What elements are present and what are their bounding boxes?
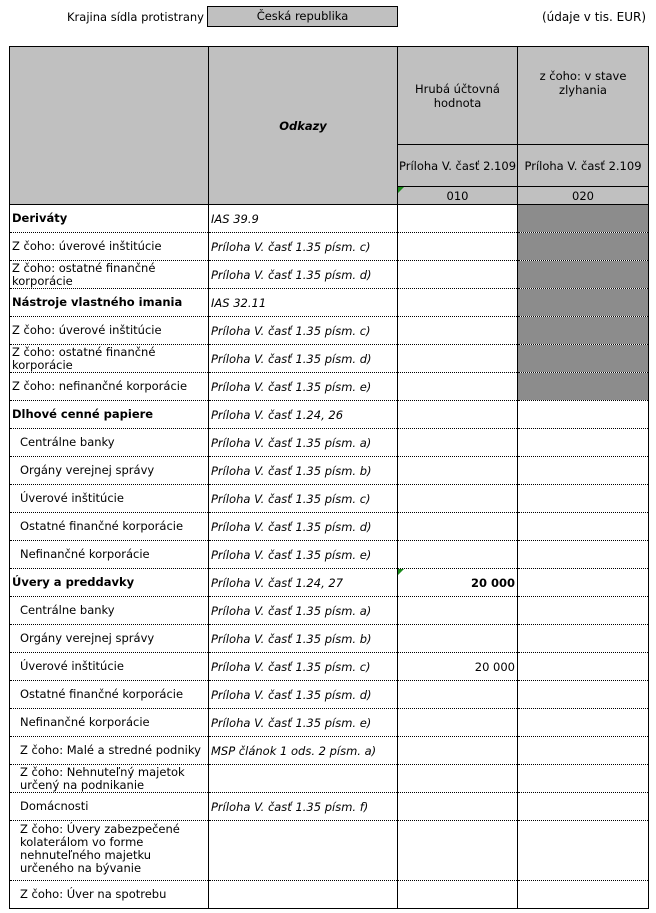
units-note: (údaje v tis. EUR) (541, 10, 646, 24)
default-value-cell[interactable] (518, 569, 649, 597)
gross-value-cell[interactable] (398, 793, 518, 821)
gross-value-cell[interactable] (398, 881, 518, 909)
default-ref-header: Príloha V. časť 2.109 (518, 145, 649, 187)
row-reference: Príloha V. časť 1.24, 26 (209, 401, 398, 429)
country-label: Krajina sídla protistrany (67, 10, 204, 24)
default-value-cell (518, 317, 649, 345)
row-reference: Príloha V. časť 1.35 písm. e) (209, 709, 398, 737)
row-reference: Príloha V. časť 1.35 písm. b) (209, 457, 398, 485)
row-label: Domácnosti (10, 793, 209, 821)
row-reference: IAS 32.11 (209, 289, 398, 317)
default-value-cell[interactable] (518, 485, 649, 513)
gross-value-cell[interactable] (398, 513, 518, 541)
row-reference: Príloha V. časť 1.35 písm. e) (209, 373, 398, 401)
gross-value-cell[interactable] (398, 317, 518, 345)
table-row (10, 625, 649, 653)
row-label: Orgány verejnej správy (10, 457, 209, 485)
default-value-cell[interactable] (518, 625, 649, 653)
row-reference: Príloha V. časť 1.35 písm. d) (209, 513, 398, 541)
gross-value-cell[interactable] (398, 373, 518, 401)
row-reference: Príloha V. časť 1.35 písm. c) (209, 233, 398, 261)
row-reference: Príloha V. časť 1.35 písm. f) (209, 793, 398, 821)
table-row (10, 373, 649, 401)
row-reference (209, 881, 398, 909)
row-label: Z čoho: Úver na spotrebu (10, 881, 209, 909)
table-row (10, 765, 649, 793)
row-label: Orgány verejnej správy (10, 625, 209, 653)
row-label: Z čoho: Nehnuteľný majetok určený na podnikanie (10, 765, 209, 793)
gross-value-cell[interactable]: 20 000 (398, 569, 518, 597)
row-reference: MSP článok 1 ods. 2 písm. a) (209, 737, 398, 765)
row-reference (209, 821, 398, 881)
default-value-cell (518, 345, 649, 373)
corner-header (10, 47, 209, 205)
default-code: 020 (518, 187, 649, 205)
references-header: Odkazy (209, 47, 398, 205)
row-label: Úvery a preddavky (10, 569, 209, 597)
gross-value-cell[interactable] (398, 485, 518, 513)
default-value-cell[interactable] (518, 765, 649, 793)
gross-value-cell[interactable] (398, 233, 518, 261)
row-label: Z čoho: nefinančné korporácie (10, 373, 209, 401)
default-value-cell[interactable] (518, 653, 649, 681)
gross-value-cell[interactable] (398, 709, 518, 737)
table-row (10, 737, 649, 765)
default-value-cell (518, 373, 649, 401)
gross-value-cell[interactable] (398, 401, 518, 429)
table-row (10, 793, 649, 821)
default-value-cell[interactable] (518, 737, 649, 765)
table-row (10, 317, 649, 345)
row-reference: Príloha V. časť 1.35 písm. d) (209, 681, 398, 709)
row-label: Nefinančné korporácie (10, 709, 209, 737)
default-value-cell[interactable] (518, 541, 649, 569)
row-reference: Príloha V. časť 1.24, 27 (209, 569, 398, 597)
gross-value-cell[interactable] (398, 205, 518, 233)
default-header: z čoho: v stave zlyhania (518, 47, 649, 145)
table-row (10, 513, 649, 541)
default-value-cell (518, 261, 649, 289)
gross-value-cell[interactable] (398, 261, 518, 289)
gross-value-cell[interactable] (398, 765, 518, 793)
gross-value-cell[interactable] (398, 289, 518, 317)
table-row (10, 569, 649, 597)
gross-value-cell[interactable] (398, 597, 518, 625)
row-label: Úverové inštitúcie (10, 653, 209, 681)
report-header (0, 0, 656, 34)
row-label: Centrálne banky (10, 597, 209, 625)
table-row (10, 401, 649, 429)
gross-value-cell[interactable] (398, 625, 518, 653)
row-label: Z čoho: úverové inštitúcie (10, 317, 209, 345)
default-value-cell (518, 233, 649, 261)
default-value-cell (518, 289, 649, 317)
table-row (10, 485, 649, 513)
table-row (10, 709, 649, 737)
default-value-cell[interactable] (518, 793, 649, 821)
default-value-cell[interactable] (518, 429, 649, 457)
gross-ref-header: Príloha V. časť 2.109 (398, 145, 518, 187)
row-label: Z čoho: úverové inštitúcie (10, 233, 209, 261)
row-label: Úverové inštitúcie (10, 485, 209, 513)
gross-value-cell[interactable] (398, 541, 518, 569)
gross-value-cell[interactable] (398, 345, 518, 373)
default-value-cell[interactable] (518, 881, 649, 909)
row-label: Dlhové cenné papiere (10, 401, 209, 429)
default-value-cell[interactable] (518, 513, 649, 541)
default-value-cell[interactable] (518, 597, 649, 625)
table-row (10, 429, 649, 457)
gross-value-cell[interactable] (398, 429, 518, 457)
row-reference (209, 765, 398, 793)
row-label: Ostatné finančné korporácie (10, 681, 209, 709)
country-select[interactable]: Česká republika (207, 6, 398, 27)
table-row (10, 457, 649, 485)
gross-value-cell[interactable] (398, 737, 518, 765)
row-label: Nástroje vlastného imania (10, 289, 209, 317)
gross-value-cell[interactable] (398, 821, 518, 881)
table-row (10, 233, 649, 261)
table-row (10, 681, 649, 709)
row-reference: Príloha V. časť 1.35 písm. c) (209, 485, 398, 513)
table-row (10, 653, 649, 681)
default-value-cell[interactable] (518, 821, 649, 881)
row-label: Z čoho: ostatné finančné korporácie (10, 261, 209, 289)
row-reference: Príloha V. časť 1.35 písm. c) (209, 653, 398, 681)
row-reference: Príloha V. časť 1.35 písm. d) (209, 345, 398, 373)
row-reference: Príloha V. časť 1.35 písm. d) (209, 261, 398, 289)
table-row (10, 205, 649, 233)
row-label: Ostatné finančné korporácie (10, 513, 209, 541)
row-reference: Príloha V. časť 1.35 písm. a) (209, 597, 398, 625)
row-label: Deriváty (10, 205, 209, 233)
table-row (10, 261, 649, 289)
report-table (9, 46, 649, 909)
row-label: Z čoho: ostatné finančné korporácie (10, 345, 209, 373)
row-reference: Príloha V. časť 1.35 písm. c) (209, 317, 398, 345)
default-value-cell (518, 205, 649, 233)
default-value-cell[interactable] (518, 401, 649, 429)
table-row (10, 881, 649, 909)
gross-header: Hrubá účtovná hodnota (398, 47, 518, 145)
row-reference: Príloha V. časť 1.35 písm. a) (209, 429, 398, 457)
gross-code: 010 (398, 187, 518, 205)
table-row (10, 541, 649, 569)
gross-value-cell[interactable]: 20 000 (398, 653, 518, 681)
row-reference: Príloha V. časť 1.35 písm. b) (209, 625, 398, 653)
table-row (10, 345, 649, 373)
table-row (10, 597, 649, 625)
row-label: Z čoho: Úvery zabezpečené kolaterálom vo forme nehnuteľného majetku určeného na bývanie (10, 821, 209, 881)
row-reference: Príloha V. časť 1.35 písm. e) (209, 541, 398, 569)
gross-value-cell[interactable] (398, 457, 518, 485)
row-label: Z čoho: Malé a stredné podniky (10, 737, 209, 765)
table-row (10, 821, 649, 881)
default-value-cell[interactable] (518, 457, 649, 485)
row-label: Centrálne banky (10, 429, 209, 457)
row-label: Nefinančné korporácie (10, 541, 209, 569)
table-row (10, 289, 649, 317)
row-reference: IAS 39.9 (209, 205, 398, 233)
default-value-cell[interactable] (518, 709, 649, 737)
default-value-cell[interactable] (518, 681, 649, 709)
gross-value-cell[interactable] (398, 681, 518, 709)
